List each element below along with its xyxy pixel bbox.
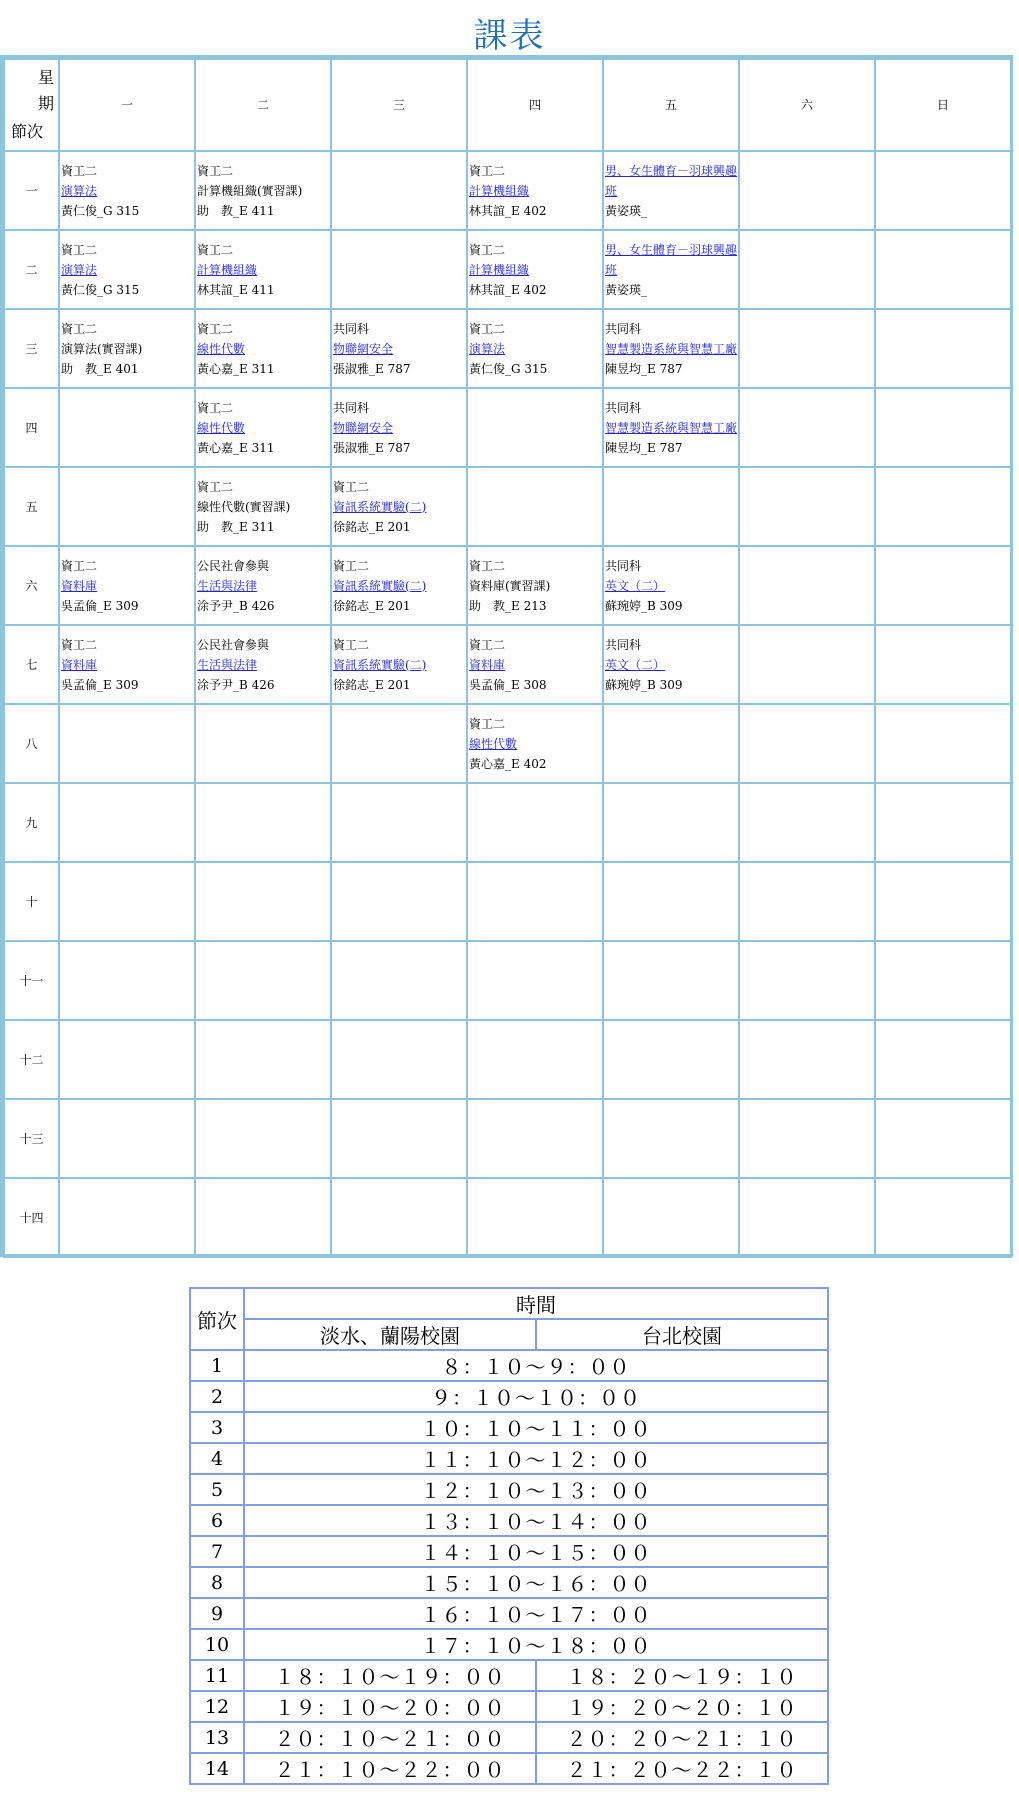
time-table-row [190, 1505, 828, 1536]
course-teacher-room: 張淑雅_E 787 [333, 440, 411, 455]
time-range-both-campuses: １２：１０～１３：００ [244, 1474, 828, 1505]
time-table-row [190, 1567, 828, 1598]
course-teacher-room: 黃仁俊_G 315 [61, 203, 140, 218]
period-label: 十四 [4, 1178, 59, 1257]
course-teacher-room: 蘇琬婷_B 309 [605, 677, 683, 692]
schedule-cell-wed [331, 309, 467, 388]
schedule-cell-tue [195, 704, 331, 783]
course-link[interactable]: 計算機組織 [469, 183, 530, 198]
schedule-cell-tue [195, 1020, 331, 1099]
schedule-cell-thu [467, 783, 603, 862]
course-department: 共同科 [605, 400, 642, 415]
schedule-row [4, 309, 1011, 388]
schedule-cell-sun [875, 783, 1011, 862]
time-range-both-campuses: １０：１０～１１：００ [244, 1412, 828, 1443]
schedule-cell-sun [875, 388, 1011, 467]
time-table-row [190, 1474, 828, 1505]
schedule-cell-wed [331, 230, 467, 309]
corner-label-period: 節次 [11, 122, 44, 141]
schedule-cell-sat [739, 704, 875, 783]
campus-taipei-header: 台北校園 [536, 1319, 828, 1350]
schedule-cell-wed [331, 1020, 467, 1099]
schedule-cell-wed [331, 151, 467, 230]
schedule-table [3, 58, 1012, 1258]
day-header-fri: 五 [603, 59, 739, 151]
schedule-cell-mon [59, 862, 195, 941]
schedule-cell-tue [195, 941, 331, 1020]
time-table-row [190, 1629, 828, 1660]
course-name: 資料庫(實習課) [469, 578, 551, 593]
schedule-cell-thu [467, 704, 603, 783]
course-teacher-room: 林其誼_E 402 [469, 282, 547, 297]
schedule-cell-wed [331, 862, 467, 941]
schedule-cell-fri [603, 941, 739, 1020]
time-table-period-number: 1 [190, 1350, 244, 1381]
course-link[interactable]: 智慧製造系統與智慧工廠 [605, 341, 738, 356]
course-teacher-room: 助 教_E 401 [61, 361, 139, 376]
schedule-cell-tue [195, 1178, 331, 1257]
course-teacher-room: 黃姿瑛_ [605, 203, 648, 218]
schedule-cell-thu [467, 230, 603, 309]
course-department: 資工二 [197, 242, 234, 257]
schedule-cell-sun [875, 862, 1011, 941]
schedule-cell-mon [59, 704, 195, 783]
course-teacher-room: 蘇琬婷_B 309 [605, 598, 683, 613]
course-link[interactable]: 智慧製造系統與智慧工廠 [605, 420, 738, 435]
schedule-cell-mon [59, 783, 195, 862]
course-teacher-room: 張淑雅_E 787 [333, 361, 411, 376]
time-range-tamsui-lanyang: ２０：１０～２１：００ [244, 1722, 536, 1753]
time-table-period-number: 4 [190, 1443, 244, 1474]
time-table-row [190, 1443, 828, 1474]
schedule-cell-thu [467, 546, 603, 625]
schedule-cell-mon [59, 388, 195, 467]
course-teacher-room: 黃仁俊_G 315 [469, 361, 548, 376]
time-range-both-campuses: ９：１０～１０：００ [244, 1381, 828, 1412]
course-department: 資工二 [61, 321, 98, 336]
period-label: 九 [4, 783, 59, 862]
schedule-cell-mon [59, 467, 195, 546]
campus-tamsui-lanyang-header: 淡水、蘭陽校園 [244, 1319, 536, 1350]
course-department: 資工二 [197, 400, 234, 415]
schedule-cell-wed [331, 941, 467, 1020]
course-name: 線性代數(實習課) [197, 499, 291, 514]
time-range-both-campuses: ８：１０～９：００ [244, 1350, 828, 1381]
course-teacher-room: 助 教_E 213 [469, 598, 547, 613]
course-teacher-room: 徐銘志_E 201 [333, 519, 411, 534]
time-range-taipei: １９：２０～２０：１０ [536, 1691, 828, 1722]
schedule-cell-fri [603, 1020, 739, 1099]
period-label: 七 [4, 625, 59, 704]
page-title: 課表 [473, 16, 546, 56]
schedule-cell-wed [331, 546, 467, 625]
time-range-taipei: ２０：２０～２１：１０ [536, 1722, 828, 1753]
time-table-period-number: 8 [190, 1567, 244, 1598]
course-teacher-room: 助 教_E 311 [197, 519, 275, 534]
schedule-cell-sat [739, 309, 875, 388]
course-teacher-room: 林其誼_E 411 [197, 282, 275, 297]
schedule-cell-thu [467, 151, 603, 230]
schedule-row [4, 1020, 1011, 1099]
time-table-row [190, 1381, 828, 1412]
period-label: 四 [4, 388, 59, 467]
schedule-cell-tue [195, 230, 331, 309]
schedule-cell-sun [875, 467, 1011, 546]
time-table-period-number: 12 [190, 1691, 244, 1722]
schedule-cell-thu [467, 941, 603, 1020]
schedule-cell-tue [195, 783, 331, 862]
period-time-table [189, 1287, 829, 1785]
corner-label-star: 星 [37, 68, 54, 87]
course-link[interactable]: 物聯網安全 [333, 420, 394, 435]
period-label: 八 [4, 704, 59, 783]
schedule-cell-thu [467, 625, 603, 704]
schedule-cell-sun [875, 625, 1011, 704]
course-link[interactable]: 演算法 [61, 262, 98, 277]
schedule-cell-sun [875, 309, 1011, 388]
day-header-thu: 四 [467, 59, 603, 151]
course-department: 資工二 [61, 558, 98, 573]
course-teacher-room: 黃姿瑛_ [605, 282, 648, 297]
course-link[interactable]: 線性代數 [197, 420, 246, 435]
schedule-cell-sat [739, 467, 875, 546]
course-teacher-room: 涂予尹_B 426 [197, 677, 275, 692]
schedule-cell-wed [331, 467, 467, 546]
course-teacher-room: 吳孟倫_E 309 [61, 598, 139, 613]
course-link[interactable]: 男、女生體育－羽球興趣班 [605, 242, 738, 277]
period-label: 十 [4, 862, 59, 941]
time-table-period-number: 10 [190, 1629, 244, 1660]
time-range-taipei: ２１：２０～２２：１０ [536, 1753, 828, 1784]
schedule-cell-thu [467, 467, 603, 546]
time-table-campus-row [190, 1319, 828, 1350]
time-table-row [190, 1412, 828, 1443]
time-range-tamsui-lanyang: １９：１０～２０：００ [244, 1691, 536, 1722]
schedule-cell-mon [59, 625, 195, 704]
schedule-cell-thu [467, 1099, 603, 1178]
course-teacher-room: 黃仁俊_G 315 [61, 282, 140, 297]
course-teacher-room: 黃心嘉_E 402 [469, 756, 547, 771]
course-department: 共同科 [333, 400, 370, 415]
schedule-cell-sun [875, 1020, 1011, 1099]
course-department: 資工二 [333, 479, 370, 494]
course-teacher-room: 吳孟倫_E 309 [61, 677, 139, 692]
time-range-both-campuses: １３：１０～１４：００ [244, 1505, 828, 1536]
time-table-period-number: 9 [190, 1598, 244, 1629]
course-name: 演算法(實習課) [61, 341, 143, 356]
schedule-cell-sat [739, 546, 875, 625]
time-table-period-number: 2 [190, 1381, 244, 1412]
schedule-cell-sat [739, 941, 875, 1020]
time-range-both-campuses: １４：１０～１５：００ [244, 1536, 828, 1567]
schedule-row [4, 467, 1011, 546]
course-teacher-room: 陳昱均_E 787 [605, 361, 683, 376]
course-link[interactable]: 英文（二） [605, 578, 666, 593]
schedule-cell-fri [603, 783, 739, 862]
schedule-cell-sat [739, 388, 875, 467]
schedule-cell-tue [195, 151, 331, 230]
schedule-row [4, 783, 1011, 862]
time-table-row [190, 1753, 828, 1784]
schedule-cell-fri [603, 230, 739, 309]
corner-header [4, 59, 59, 151]
time-range-both-campuses: １５：１０～１６：００ [244, 1567, 828, 1598]
schedule-cell-mon [59, 151, 195, 230]
schedule-row [4, 1099, 1011, 1178]
schedule-cell-tue [195, 625, 331, 704]
course-department: 資工二 [61, 163, 98, 178]
course-link[interactable]: 物聯網安全 [333, 341, 394, 356]
course-link[interactable]: 計算機組織 [469, 262, 530, 277]
schedule-cell-thu [467, 309, 603, 388]
course-department: 資工二 [469, 558, 506, 573]
schedule-cell-thu [467, 388, 603, 467]
schedule-cell-thu [467, 862, 603, 941]
schedule-cell-tue [195, 388, 331, 467]
course-teacher-room: 涂予尹_B 426 [197, 598, 275, 613]
course-teacher-room: 徐銘志_E 201 [333, 598, 411, 613]
time-table-row [190, 1691, 828, 1722]
schedule-row [4, 546, 1011, 625]
schedule-cell-mon [59, 1178, 195, 1257]
schedule-cell-sun [875, 704, 1011, 783]
schedule-cell-fri [603, 467, 739, 546]
time-range-tamsui-lanyang: ２１：１０～２２：００ [244, 1753, 536, 1784]
course-teacher-room: 陳昱均_E 787 [605, 440, 683, 455]
time-table-period-number: 14 [190, 1753, 244, 1784]
time-table-period-number: 6 [190, 1505, 244, 1536]
time-table-period-number: 5 [190, 1474, 244, 1505]
time-table-header-row [190, 1288, 828, 1319]
schedule-row [4, 1178, 1011, 1257]
course-department: 共同科 [605, 558, 642, 573]
schedule-cell-sun [875, 151, 1011, 230]
schedule-cell-wed [331, 783, 467, 862]
time-table-row [190, 1722, 828, 1753]
schedule-cell-tue [195, 1099, 331, 1178]
schedule-cell-mon [59, 941, 195, 1020]
schedule-cell-wed [331, 1099, 467, 1178]
course-name: 計算機組織(實習課) [197, 183, 303, 198]
course-teacher-room: 林其誼_E 402 [469, 203, 547, 218]
time-range-both-campuses: １６：１０～１７：００ [244, 1598, 828, 1629]
course-link[interactable]: 演算法 [61, 183, 98, 198]
schedule-cell-mon [59, 546, 195, 625]
course-department: 資工二 [333, 637, 370, 652]
day-header-sat: 六 [739, 59, 875, 151]
course-link[interactable]: 線性代數 [197, 341, 246, 356]
day-header-tue: 二 [195, 59, 331, 151]
course-link[interactable]: 線性代數 [469, 736, 518, 751]
corner-label-period-of-week: 期 [37, 94, 54, 113]
schedule-cell-wed [331, 388, 467, 467]
course-teacher-room: 黃心嘉_E 311 [197, 361, 275, 376]
schedule-row [4, 230, 1011, 309]
course-department: 資工二 [61, 242, 98, 257]
course-department: 資工二 [333, 558, 370, 573]
time-table-row [190, 1660, 828, 1691]
schedule-cell-sun [875, 230, 1011, 309]
course-teacher-room: 徐銘志_E 201 [333, 677, 411, 692]
course-department: 共同科 [333, 321, 370, 336]
time-table-period-header: 節次 [190, 1288, 244, 1350]
period-label: 十一 [4, 941, 59, 1020]
schedule-cell-sun [875, 1099, 1011, 1178]
day-header-sun: 日 [875, 59, 1011, 151]
schedule-row [4, 704, 1011, 783]
course-teacher-room: 助 教_E 411 [197, 203, 275, 218]
schedule-cell-thu [467, 1178, 603, 1257]
course-teacher-room: 吳孟倫_E 308 [469, 677, 547, 692]
schedule-cell-fri [603, 625, 739, 704]
day-header-mon: 一 [59, 59, 195, 151]
course-link[interactable]: 資訊系統實驗(二) [333, 578, 427, 593]
time-table-period-number: 3 [190, 1412, 244, 1443]
time-table-time-header: 時間 [244, 1288, 828, 1319]
schedule-cell-sat [739, 625, 875, 704]
time-range-both-campuses: １１：１０～１２：００ [244, 1443, 828, 1474]
course-department: 資工二 [61, 637, 98, 652]
course-link[interactable]: 計算機組織 [197, 262, 258, 277]
schedule-header-row [4, 59, 1011, 151]
schedule-cell-tue [195, 309, 331, 388]
schedule-cell-fri [603, 862, 739, 941]
period-label: 十二 [4, 1020, 59, 1099]
time-table-period-number: 13 [190, 1722, 244, 1753]
schedule-cell-tue [195, 546, 331, 625]
schedule-row [4, 941, 1011, 1020]
period-label: 十三 [4, 1099, 59, 1178]
course-teacher-room: 黃心嘉_E 311 [197, 440, 275, 455]
course-department: 資工二 [197, 321, 234, 336]
schedule-cell-fri [603, 704, 739, 783]
schedule-cell-sat [739, 783, 875, 862]
schedule-row [4, 625, 1011, 704]
schedule-cell-sun [875, 1178, 1011, 1257]
course-link[interactable]: 演算法 [469, 341, 506, 356]
schedule-cell-tue [195, 862, 331, 941]
time-range-tamsui-lanyang: １８：１０～１９：００ [244, 1660, 536, 1691]
course-link[interactable]: 資料庫 [61, 578, 98, 593]
schedule-cell-wed [331, 704, 467, 783]
schedule-cell-wed [331, 1178, 467, 1257]
schedule-cell-wed [331, 625, 467, 704]
schedule-cell-mon [59, 1020, 195, 1099]
course-link[interactable]: 資訊系統實驗(二) [333, 499, 427, 514]
schedule-frame [0, 55, 1013, 1257]
schedule-cell-mon [59, 309, 195, 388]
course-department: 共同科 [605, 321, 642, 336]
course-department: 資工二 [469, 242, 506, 257]
course-link[interactable]: 資料庫 [469, 657, 506, 672]
time-table-row [190, 1536, 828, 1567]
schedule-cell-sun [875, 546, 1011, 625]
course-link[interactable]: 資料庫 [61, 657, 98, 672]
schedule-cell-tue [195, 467, 331, 546]
schedule-row [4, 151, 1011, 230]
schedule-cell-sat [739, 1178, 875, 1257]
schedule-cell-sat [739, 1020, 875, 1099]
course-link[interactable]: 男、女生體育－羽球興趣班 [605, 163, 738, 198]
schedule-cell-fri [603, 151, 739, 230]
time-table-period-number: 11 [190, 1660, 244, 1691]
day-header-wed: 三 [331, 59, 467, 151]
course-department: 資工二 [469, 321, 506, 336]
schedule-cell-fri [603, 1178, 739, 1257]
schedule-cell-sun [875, 941, 1011, 1020]
course-department: 資工二 [197, 163, 234, 178]
schedule-cell-sat [739, 862, 875, 941]
schedule-row [4, 862, 1011, 941]
period-label: 六 [4, 546, 59, 625]
schedule-cell-fri [603, 546, 739, 625]
schedule-cell-sat [739, 151, 875, 230]
course-link[interactable]: 資訊系統實驗(二) [333, 657, 427, 672]
schedule-cell-thu [467, 1020, 603, 1099]
course-link[interactable]: 生活與法律 [197, 657, 258, 672]
course-link[interactable]: 生活與法律 [197, 578, 258, 593]
period-label: 五 [4, 467, 59, 546]
time-table-row [190, 1598, 828, 1629]
time-range-taipei: １８：２０～１９：１０ [536, 1660, 828, 1691]
course-department: 資工二 [197, 479, 234, 494]
time-range-both-campuses: １７：１０～１８：００ [244, 1629, 828, 1660]
schedule-cell-fri [603, 1099, 739, 1178]
schedule-cell-sat [739, 1099, 875, 1178]
schedule-cell-fri [603, 388, 739, 467]
schedule-cell-mon [59, 1099, 195, 1178]
course-department: 共同科 [605, 637, 642, 652]
course-department: 資工二 [469, 637, 506, 652]
course-department: 公民社會參與 [197, 558, 270, 573]
schedule-cell-sat [739, 230, 875, 309]
course-department: 資工二 [469, 163, 506, 178]
period-label: 二 [4, 230, 59, 309]
schedule-cell-fri [603, 309, 739, 388]
course-department: 公民社會參與 [197, 637, 270, 652]
schedule-row [4, 388, 1011, 467]
course-link[interactable]: 英文（二） [605, 657, 666, 672]
period-label: 一 [4, 151, 59, 230]
period-label: 三 [4, 309, 59, 388]
time-table-row [190, 1350, 828, 1381]
schedule-cell-mon [59, 230, 195, 309]
time-table-period-number: 7 [190, 1536, 244, 1567]
course-department: 資工二 [469, 716, 506, 731]
